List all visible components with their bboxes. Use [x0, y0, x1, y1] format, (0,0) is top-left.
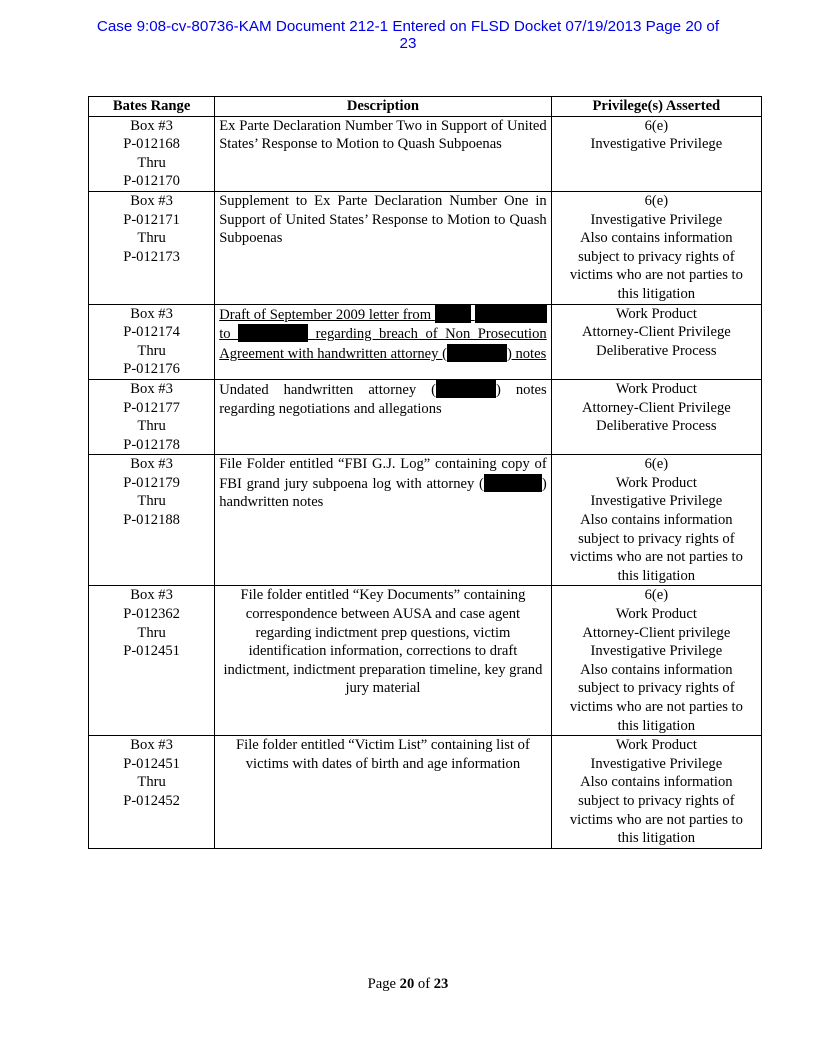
- footer-page-total: 23: [433, 976, 449, 992]
- redaction-box: [436, 380, 496, 398]
- page-footer: [0, 976, 816, 993]
- privilege-line: victims who are not parties to: [569, 699, 743, 715]
- description-cell: Supplement to Ex Parte Declaration Number One in Support of United States’ Response to Motion to Quash Subpoenas: [215, 191, 552, 304]
- privilege-line: victims who are not parties to: [569, 811, 743, 828]
- description-text: regarding breach of Non Prosecution Agreement with handwritten attorney (: [219, 326, 547, 362]
- privilege-line: Also contains information: [580, 774, 733, 791]
- privilege-line: 6(e): [644, 192, 669, 209]
- privilege-line: Deliberative Process: [596, 342, 717, 359]
- description-text: ) notes: [506, 345, 547, 362]
- privilege-line: Investigative Privilege: [590, 211, 723, 228]
- privilege-line: Work Product: [615, 474, 697, 491]
- bates-range-cell: [89, 116, 215, 191]
- privileges-cell: [551, 736, 761, 849]
- privileges-cell: [551, 116, 761, 191]
- privilege-line: Work Product: [615, 737, 697, 754]
- column-header-description: Description: [215, 97, 552, 117]
- description-text: to: [219, 326, 231, 343]
- privilege-line: subject to privacy rights of: [578, 680, 735, 697]
- stamp-line-1: Case 9:08-cv-80736-KAM Document 212-1 Entered on FLSD Docket 07/19/2013 Page 20 of: [96, 18, 720, 35]
- table-row: [89, 116, 762, 191]
- bates-end: P-012452: [123, 792, 180, 809]
- description-text: Undated handwritten attorney (: [219, 381, 437, 398]
- privileges-cell: [551, 304, 761, 379]
- bates-end: P-012178: [123, 436, 180, 453]
- table-row: [89, 455, 762, 586]
- privilege-line: Attorney-Client privilege: [582, 624, 731, 641]
- table-row: [89, 379, 762, 454]
- bates-range-cell: [89, 586, 215, 736]
- table-header-row: [89, 97, 762, 117]
- bates-range-cell: [89, 304, 215, 379]
- bates-start: P-012179: [123, 474, 180, 491]
- column-header-privileges: Privilege(s) Asserted: [551, 97, 761, 117]
- description-text: Draft of September 2009 letter from: [219, 306, 432, 323]
- description-cell: File folder entitled “Key Documents” containing correspondence between AUSA and case agent regarding indictment prep questions, victim identification information, corrections to draft indictment, indictment preparation timeline, key grand jury material: [215, 586, 552, 736]
- description-cell: [215, 455, 552, 586]
- privilege-log-table: [88, 96, 762, 849]
- privilege-line: Work Product: [615, 305, 697, 322]
- privilege-line: Work Product: [615, 606, 697, 623]
- column-header-bates: Bates Range: [89, 97, 215, 117]
- privilege-line: Work Product: [615, 380, 697, 397]
- table-row: [89, 191, 762, 304]
- privilege-line: Attorney-Client Privilege: [581, 324, 731, 341]
- bates-end: P-012173: [123, 248, 180, 265]
- privilege-line: 6(e): [644, 456, 669, 473]
- privilege-line: this litigation: [617, 830, 696, 847]
- bates-range-cell: [89, 736, 215, 849]
- footer-of-label: of: [417, 976, 431, 992]
- privilege-line: Attorney-Client Privilege: [581, 399, 731, 416]
- privilege-line: subject to privacy rights of: [578, 792, 735, 809]
- bates-start: P-012362: [123, 606, 180, 623]
- description-cell: Ex Parte Declaration Number Two in Support of United States’ Response to Motion to Quash Subpoenas: [215, 116, 552, 191]
- bates-thru: Thru: [137, 342, 166, 359]
- table-row: [89, 586, 762, 736]
- bates-start: P-012174: [123, 324, 180, 341]
- description-cell: [215, 379, 552, 454]
- footer-page-number: 20: [399, 976, 415, 992]
- privilege-line: subject to privacy rights of: [578, 530, 735, 547]
- privilege-line: 6(e): [644, 587, 669, 604]
- privilege-line: Investigative Privilege: [590, 493, 723, 510]
- redaction-box: [475, 305, 547, 323]
- redaction-box: [447, 344, 507, 362]
- bates-end: P-012451: [123, 643, 180, 660]
- privilege-line: victims who are not parties to: [569, 549, 743, 566]
- bates-thru: Thru: [137, 418, 166, 435]
- privilege-line: Deliberative Process: [596, 418, 717, 435]
- privilege-line: victims who are not parties to: [569, 267, 743, 284]
- bates-box: Box #3: [130, 587, 173, 604]
- bates-start: P-012451: [123, 755, 180, 772]
- privilege-line: Investigative Privilege: [590, 136, 723, 153]
- description-text: ) handwritten notes: [219, 475, 547, 511]
- bates-start: P-012168: [123, 136, 180, 153]
- privileges-cell: [551, 191, 761, 304]
- bates-range-cell: [89, 191, 215, 304]
- privilege-line: this litigation: [617, 567, 696, 584]
- table-row: [89, 736, 762, 849]
- bates-range-cell: [89, 379, 215, 454]
- privileges-cell: [551, 586, 761, 736]
- court-filing-stamp: [40, 18, 776, 52]
- bates-box: Box #3: [130, 456, 173, 473]
- stamp-line-2: 23: [399, 35, 417, 52]
- bates-thru: Thru: [137, 624, 166, 641]
- bates-range-cell: [89, 455, 215, 586]
- redaction-box: [238, 324, 308, 342]
- bates-box: Box #3: [130, 117, 173, 134]
- bates-box: Box #3: [130, 305, 173, 322]
- privilege-line: Also contains information: [580, 512, 733, 529]
- description-text: File Folder entitled “FBI G.J. Log” containing copy of FBI grand jury subpoena log with attorney (: [219, 456, 547, 492]
- bates-thru: Thru: [137, 154, 166, 171]
- bates-box: Box #3: [130, 192, 173, 209]
- bates-box: Box #3: [130, 737, 173, 754]
- bates-thru: Thru: [137, 493, 166, 510]
- privilege-line: Also contains information: [580, 661, 733, 678]
- bates-end: P-012188: [123, 512, 180, 529]
- description-cell: [215, 304, 552, 379]
- privilege-line: subject to privacy rights of: [578, 248, 735, 265]
- privilege-line: Investigative Privilege: [590, 755, 723, 772]
- privilege-line: 6(e): [644, 117, 669, 134]
- privilege-line: this litigation: [617, 717, 696, 734]
- redaction-box: [435, 305, 471, 323]
- description-text: ) notes regarding negotiations and allegations: [219, 381, 547, 417]
- bates-thru: Thru: [137, 230, 166, 247]
- table-row: [89, 304, 762, 379]
- privileges-cell: [551, 379, 761, 454]
- description-cell: File folder entitled “Victim List” containing list of victims with dates of birth and age information: [215, 736, 552, 849]
- bates-start: P-012171: [123, 211, 180, 228]
- bates-end: P-012170: [123, 173, 180, 190]
- bates-thru: Thru: [137, 774, 166, 791]
- privilege-line: Investigative Privilege: [590, 643, 723, 660]
- redaction-box: [484, 474, 542, 492]
- bates-box: Box #3: [130, 380, 173, 397]
- bates-start: P-012177: [123, 399, 180, 416]
- footer-page-label: Page: [367, 976, 397, 992]
- privilege-line: this litigation: [617, 285, 696, 302]
- privileges-cell: [551, 455, 761, 586]
- bates-end: P-012176: [123, 361, 180, 378]
- privilege-line: Also contains information: [580, 230, 733, 247]
